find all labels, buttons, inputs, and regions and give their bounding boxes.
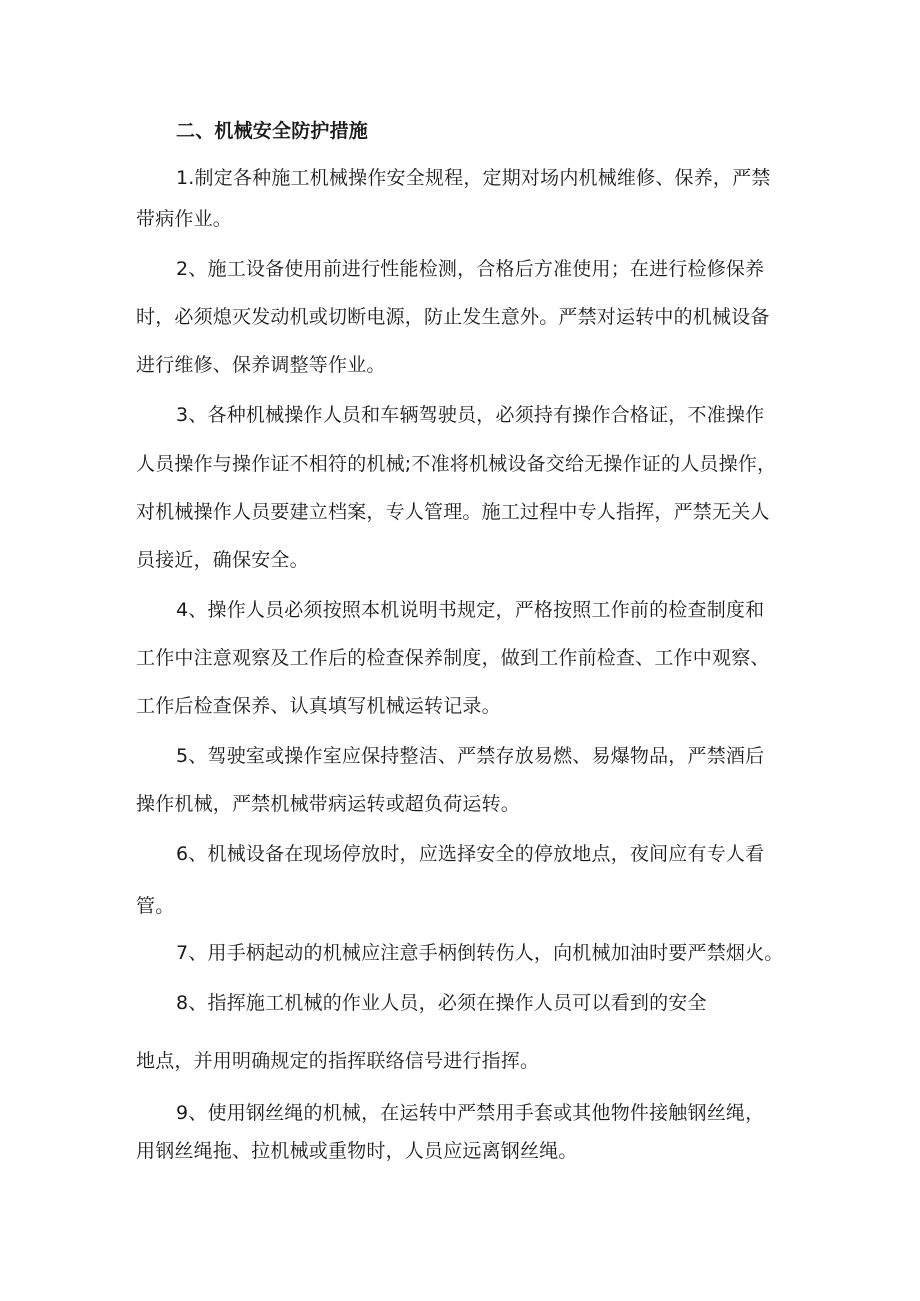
paragraph-7-line-1: 7、用手柄起动的机械应注意手柄倒转伤人，向机械加油时要严禁烟火。 <box>176 942 784 964</box>
paragraph-4-line-2: 工作中注意观察及工作后的检查保养制度，做到工作前检查、工作中观察、 <box>136 647 770 669</box>
paragraph-5-line-1: 5、驾驶室或操作室应保持整洁、严禁存放易燃、易爆物品，严禁酒后 <box>176 745 765 767</box>
paragraph-3-line-2: 人员操作与操作证不相符的机械;不准将机械设备交给无操作证的人员操作， <box>136 453 777 475</box>
paragraph-1-line-1: 1.制定各种施工机械操作安全规程，定期对场内机械维修、保养，严禁 <box>176 167 771 189</box>
paragraph-6-line-2: 管。 <box>136 895 175 917</box>
paragraph-3-line-4: 员接近，确保安全。 <box>136 549 309 571</box>
paragraph-2-line-3: 进行维修、保养调整等作业。 <box>136 354 386 376</box>
paragraph-3-line-1: 3、各种机械操作人员和车辆驾驶员，必须持有操作合格证，不准操作 <box>176 404 765 426</box>
paragraph-8-continuation: 地点，并用明确规定的指挥联络信号进行指挥。 <box>136 1050 540 1072</box>
section-title: 二、机械安全防护措施 <box>176 120 369 142</box>
paragraph-2-line-1: 2、施工设备使用前进行性能检测，合格后方准使用；在进行检修保养 <box>176 258 765 280</box>
paragraph-1-line-2: 带病作业。 <box>136 208 233 230</box>
paragraph-4-line-1: 4、操作人员必须按照本机说明书规定，严格按照工作前的检查制度和 <box>176 599 765 621</box>
paragraph-9-line-2: 用钢丝绳拖、拉机械或重物时，人员应远离钢丝绳。 <box>136 1140 578 1162</box>
paragraph-9-line-1: 9、使用钢丝绳的机械，在运转中严禁用手套或其他物件接触钢丝绳， <box>176 1102 765 1124</box>
paragraph-5-line-2: 操作机械，严禁机械带病运转或超负荷运转。 <box>136 793 521 815</box>
paragraph-2-line-2: 时，必须熄灭发动机或切断电源，防止发生意外。严禁对运转中的机械设备 <box>136 306 770 328</box>
paragraph-6-line-1: 6、机械设备在现场停放时，应选择安全的停放地点，夜间应有专人看 <box>176 843 765 865</box>
paragraph-4-line-3: 工作后检查保养、认真填写机械运转记录。 <box>136 695 501 717</box>
paragraph-3-line-3: 对机械操作人员要建立档案，专人管理。施工过程中专人指挥，严禁无关人 <box>136 501 770 523</box>
paragraph-8-line-1: 8、指挥施工机械的作业人员，必须在操作人员可以看到的安全 <box>176 992 707 1014</box>
